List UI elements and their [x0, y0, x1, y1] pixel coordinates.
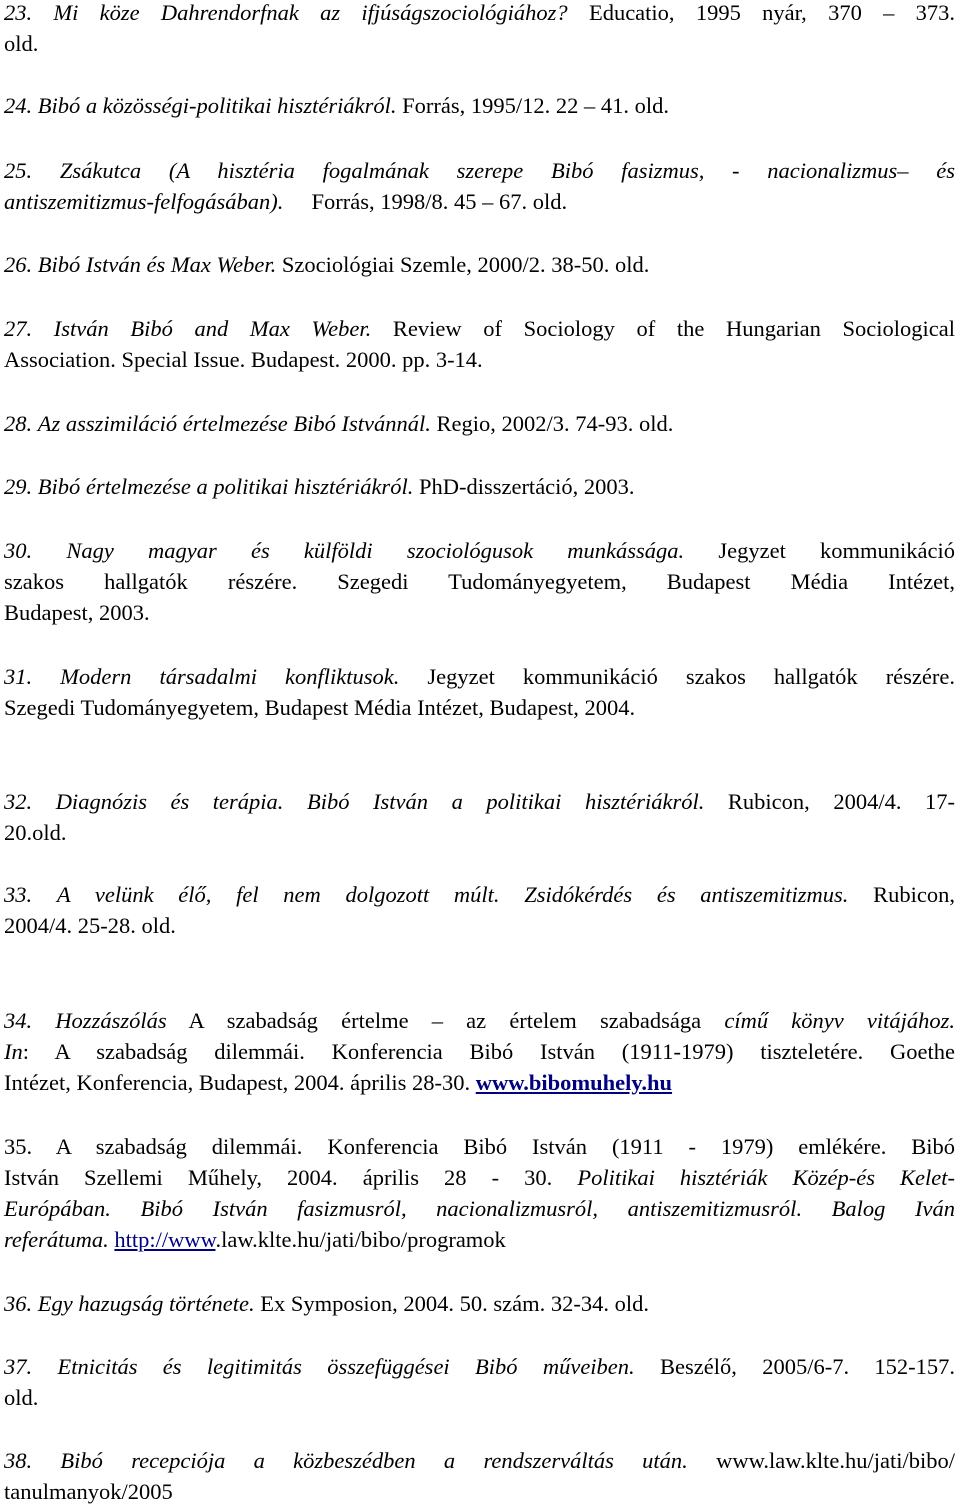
entry-title: Modern társadalmi konfliktusok.: [60, 664, 400, 689]
entry-number: 24.: [4, 93, 33, 118]
entry-publication: PhD-disszertáció, 2003.: [418, 474, 635, 499]
entry-number: 33.: [4, 882, 33, 907]
bibliography-entry-35: [4, 1131, 955, 1255]
bibliography-entry-33: [4, 879, 955, 941]
entry-publication-cont: szakos hallgatók részére. Szegedi Tudományegyetem, Budapest Média Intézet,: [4, 569, 955, 594]
entry-title: Nagy magyar és külföldi szociológusok munkássága.: [66, 538, 685, 563]
entry-publication: Szociológiai Szemle, 2000/2. 38-50. old.: [281, 252, 650, 277]
entry-title: Mi köze Dahrendorfnak az ifjúságszociológiához?: [53, 0, 568, 25]
entry-title: István Bibó and Max Weber.: [53, 316, 372, 341]
entry-title: A velünk élő, fel nem dolgozott múlt.: [56, 882, 500, 907]
bibomuhely-link[interactable]: www.bibomuhely.hu: [475, 1070, 673, 1095]
bibliography-entry-25: [4, 155, 955, 217]
entry-publication: Ex Symposion, 2004. 50. szám. 32-34. old.: [260, 1291, 649, 1316]
bibliography-entry-26: [4, 249, 955, 280]
entry-publication-cont: Intézet, Konferencia, Budapest, 2004. április 28-30.: [4, 1070, 471, 1095]
entry-title: Etnicitás és legitimitás összefüggései Bibó műveiben.: [57, 1354, 635, 1379]
entry-title: Politikai hisztériák Közép-és Kelet-: [577, 1165, 955, 1190]
entry-publication: Forrás, 1998/8. 45 – 67. old.: [311, 189, 568, 214]
entry-publication-cont: Budapest, 2003.: [4, 600, 150, 625]
entry-publication: Forrás, 1995/12. 22 – 41. old.: [402, 93, 669, 118]
entry-publication-cont: Szegedi Tudományegyetem, Budapest Média Intézet, Budapest, 2004.: [4, 695, 636, 720]
entry-publication: Rubicon, 2004/4. 17-: [727, 789, 956, 814]
programok-link[interactable]: http://www: [114, 1227, 216, 1252]
entry-publication-cont: Association. Special Issue. Budapest. 2000. pp. 3-14.: [4, 347, 483, 372]
entry-title-cont: antiszemitizmus-felfogásában).: [4, 189, 284, 214]
entry-number: 29.: [4, 474, 33, 499]
entry-publication: Review of Sociology of the Hungarian Sociological: [392, 316, 956, 341]
entry-number: 26.: [4, 252, 33, 277]
bibliography-entry-24: [4, 90, 955, 121]
entry-number: 35.: [4, 1134, 33, 1159]
entry-title: Bibó értelmezése a politikai hisztériákról.: [37, 474, 414, 499]
bibliography-entry-31: [4, 661, 955, 723]
entry-publication: Regio, 2002/3. 74-93. old.: [436, 411, 674, 436]
entry-publication-cont: old.: [4, 1385, 39, 1410]
entry-number: 32.: [4, 789, 33, 814]
bibliography-entry-27: [4, 313, 955, 375]
entry-title: Hozzászólás: [55, 1008, 167, 1033]
entry-number: 31.: [4, 664, 33, 689]
bibliography-entry-34: [4, 1005, 955, 1098]
entry-number: 27.: [4, 316, 33, 341]
entry-subtitle: Zsidókérdés és antiszemitizmus.: [524, 882, 849, 907]
entry-title: Bibó a közösségi-politikai hisztériákról.: [37, 93, 397, 118]
bibliography-entry-23: [4, 0, 955, 59]
entry-number: 23.: [4, 0, 33, 25]
entry-publication: Educatio, 1995 nyár, 370 – 373.: [588, 0, 956, 25]
bibliography-entry-30: [4, 535, 955, 628]
bibliography-entry-29: [4, 471, 955, 502]
entry-publication: Rubicon,: [873, 882, 956, 907]
entry-title-cont: Európában. Bibó István fasizmusról, nacionalizmusról, antiszemitizmusról. Balog Iván: [4, 1196, 955, 1221]
entry-title: Egy hazugság története.: [37, 1291, 255, 1316]
entry-number: 36.: [4, 1291, 33, 1316]
entry-number: 37.: [4, 1354, 33, 1379]
entry-publication: Jegyzet kommunikáció szakos hallgatók részére.: [427, 664, 956, 689]
in-label: In: [4, 1039, 23, 1064]
entry-number: 28.: [4, 411, 33, 436]
link-text-cont: .law.klte.hu/jati/bibo/programok: [215, 1227, 506, 1252]
entry-number: 30.: [4, 538, 33, 563]
entry-subtitle: Bibó István a politikai hisztériákról.: [307, 789, 705, 814]
entry-publication: : A szabadság dilemmái. Konferencia Bibó István (1911-1979) tiszteletére. Goethe: [22, 1039, 955, 1064]
entry-text: A szabadság dilemmái. Konferencia Bibó István (1911 - 1979) emlékére. Bibó: [55, 1134, 956, 1159]
entry-publication-cont: 2004/4. 25-28. old.: [4, 913, 176, 938]
entry-publication-cont: tanulmanyok/2005: [4, 1479, 173, 1504]
bibliography-entry-32: [4, 786, 955, 848]
entry-title-cont: referátuma.: [4, 1227, 109, 1252]
bibliography-entry-37: [4, 1351, 955, 1413]
entry-publication-cont: old.: [4, 31, 39, 56]
entry-publication: www.law.klte.hu/jati/bibo/: [716, 1448, 956, 1473]
entry-publication-cont: 20.old.: [4, 820, 67, 845]
book-title: A szabadság értelme – az értelem szabadsága: [188, 1008, 702, 1033]
entry-title: Zsákutca (A hisztéria fogalmának szerepe Bibó fasizmus, - nacionalizmus– és: [59, 158, 956, 183]
entry-title-cont: című könyv vitájához.: [724, 1008, 956, 1033]
entry-title: Bibó István és Max Weber.: [37, 252, 277, 277]
bibliography-entry-28: [4, 408, 955, 439]
entry-title: Bibó recepciója a közbeszédben a rendszerváltás után.: [60, 1448, 688, 1473]
bibliography-entry-38: [4, 1445, 955, 1507]
entry-publication: Jegyzet kommunikáció: [718, 538, 956, 563]
entry-number: 25.: [4, 158, 33, 183]
entry-title: Az asszimiláció értelmezése Bibó Istvánnál.: [37, 411, 431, 436]
entry-publication: Beszélő, 2005/6-7. 152-157.: [660, 1354, 956, 1379]
entry-text-cont: István Szellemi Műhely, 2004. április 28 - 30.: [4, 1165, 553, 1190]
entry-title: Diagnózis és terápia.: [55, 789, 284, 814]
entry-number: 34.: [4, 1008, 33, 1033]
bibliography-entry-36: [4, 1288, 955, 1319]
entry-number: 38.: [4, 1448, 33, 1473]
